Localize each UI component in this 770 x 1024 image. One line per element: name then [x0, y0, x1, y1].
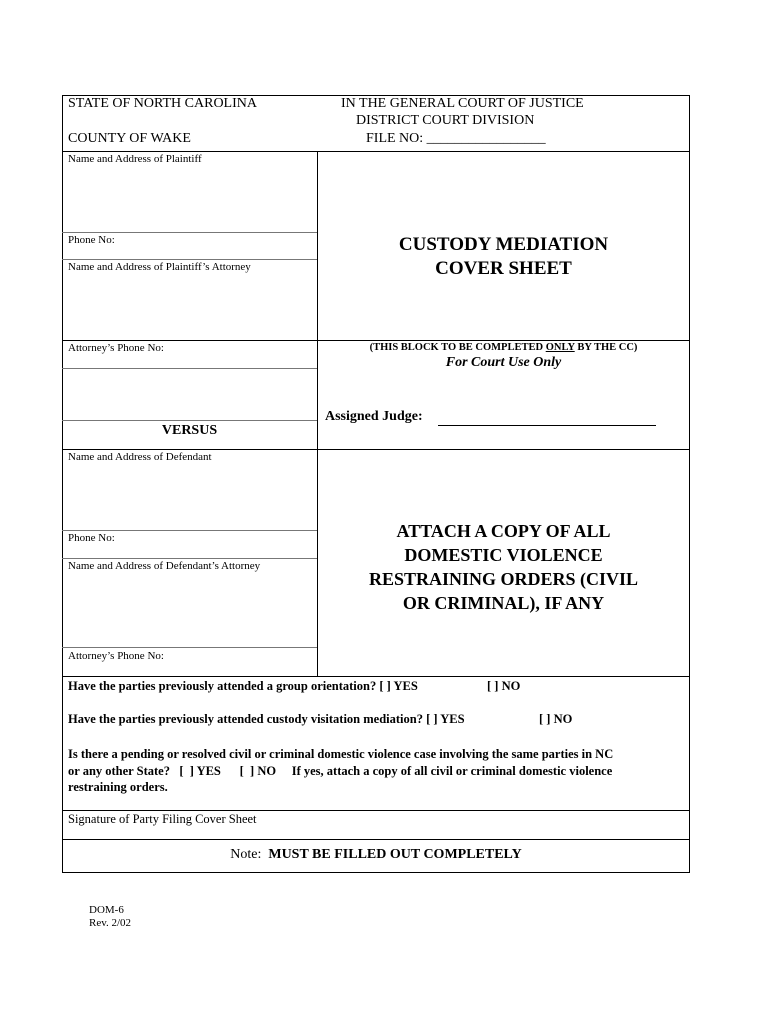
divider-signature [62, 810, 690, 811]
form-border-right [689, 95, 690, 873]
divider-attorney-phone [62, 340, 690, 341]
question-dv-case-line3: restraining orders. [68, 780, 168, 794]
cc-note-only: ONLY [545, 342, 575, 353]
divider-defendant [62, 449, 690, 450]
divider-defendant-attorney-phone [62, 647, 317, 648]
form-id: DOM-6 [89, 904, 124, 916]
header-divider [62, 151, 690, 152]
divider-plaintiff-phone [62, 232, 317, 233]
question-dv-case-line1: Is there a pending or resolved civil or criminal domestic violence case involving the same parties in NC [68, 747, 614, 761]
defendant-attorney-phone-field[interactable]: Attorney’s Phone No: [68, 650, 164, 662]
question-custody-mediation[interactable]: Have the parties previously attended custody visitation mediation? [ ] YES [68, 712, 465, 726]
note [62, 847, 690, 863]
divider-questions [62, 676, 690, 677]
divider-note [62, 839, 690, 840]
cc-note-prefix: (THIS BLOCK TO BE COMPLETED [369, 342, 546, 353]
plaintiff-attorney-phone-field[interactable]: Attorney’s Phone No: [68, 342, 164, 354]
court-clerk-note [318, 342, 689, 353]
form-border-left [62, 95, 63, 873]
question-group-orientation-no[interactable]: [ ] NO [487, 679, 521, 693]
court-division: DISTRICT COURT DIVISION [356, 113, 535, 128]
county-label: COUNTY OF WAKE [68, 131, 191, 146]
form-revision: Rev. 2/02 [89, 917, 132, 929]
state-label: STATE OF NORTH CAROLINA [68, 96, 257, 111]
assigned-judge-input[interactable] [438, 425, 656, 426]
plaintiff-phone-field[interactable]: Phone No: [68, 234, 115, 246]
divider-attorney-phone-dotted [62, 368, 317, 369]
form-title-line2: COVER SHEET [435, 258, 572, 279]
plaintiff-attorney-field[interactable]: Name and Address of Plaintiff’s Attorney [68, 261, 251, 273]
divider-defendant-attorney [62, 558, 317, 559]
question-custody-mediation-no[interactable]: [ ] NO [539, 712, 573, 726]
plaintiff-name-address-field[interactable]: Name and Address of Plaintiff [68, 153, 202, 165]
form-title-line1: CUSTODY MEDIATION [398, 234, 609, 255]
defendant-attorney-field[interactable]: Name and Address of Defendant’s Attorney [68, 560, 261, 572]
file-number-field[interactable]: FILE NO: _________________ [366, 131, 546, 146]
divider-versus [62, 420, 317, 421]
attach-instruction-line1: ATTACH A COPY OF ALL [396, 521, 611, 541]
defendant-phone-field[interactable]: Phone No: [68, 532, 115, 544]
divider-defendant-phone [62, 530, 317, 531]
versus-label: VERSUS [161, 423, 218, 438]
assigned-judge-label: Assigned Judge: [325, 409, 423, 424]
defendant-name-address-field[interactable]: Name and Address of Defendant [68, 451, 212, 463]
note-prefix: Note: [230, 847, 269, 862]
attach-instruction-line3: RESTRAINING ORDERS (CIVIL [368, 569, 639, 589]
divider-plaintiff-attorney [62, 259, 317, 260]
cc-note-suffix: BY THE CC) [574, 342, 638, 353]
question-dv-case-line2[interactable]: or any other State? [ ] YES [ ] NO If yes, attach a copy of all civil or criminal domestic violence [68, 764, 613, 778]
form-border-bottom [62, 872, 690, 873]
court-use-only: For Court Use Only [445, 355, 562, 370]
note-emphasis: MUST BE FILLED OUT COMPLETELY [268, 847, 522, 862]
attach-instruction-line4: OR CRIMINAL), IF ANY [402, 593, 605, 613]
attach-instruction-line2: DOMESTIC VIOLENCE [404, 545, 603, 565]
court-name: IN THE GENERAL COURT OF JUSTICE [341, 96, 584, 111]
signature-field[interactable]: Signature of Party Filing Cover Sheet [68, 812, 257, 826]
question-group-orientation[interactable]: Have the parties previously attended a group orientation? [ ] YES [68, 679, 418, 693]
